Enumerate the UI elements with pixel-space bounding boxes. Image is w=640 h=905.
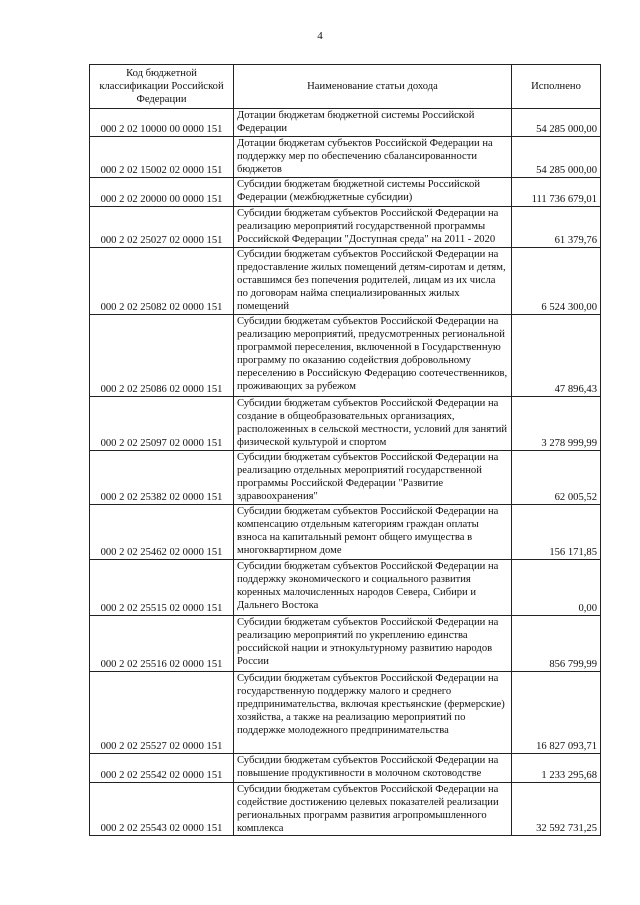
row-code-cell: 000 2 02 25462 02 0000 151 [90, 505, 234, 560]
table-row [90, 451, 601, 505]
row-name-cell: Субсидии бюджетам субъектов Российской Федерации на компенсацию отдельным категориям граждан оплаты взноса на капитальный ремонт общего имущества в многоквартирном доме [234, 505, 512, 560]
table-row [90, 109, 601, 137]
row-executed-cell: 61 379,76 [512, 207, 601, 248]
row-code-cell: 000 2 02 25542 02 0000 151 [90, 754, 234, 783]
row-code-cell: 000 2 02 25527 02 0000 151 [90, 672, 234, 754]
table-row [90, 783, 601, 836]
row-name-cell: Субсидии бюджетам субъектов Российской Федерации на создание в общеобразовательных организациях, расположенных в сельской местности, условий для занятий физической культурой и спортом [234, 397, 512, 451]
row-name-cell: Субсидии бюджетам субъектов Российской Федерации на поддержку экономического и социального развития коренных малочисленных народов Севера, Сибири и Дальнего Востока [234, 560, 512, 616]
table-row [90, 137, 601, 178]
row-executed-cell: 54 285 000,00 [512, 109, 601, 137]
row-name-cell: Субсидии бюджетам субъектов Российской Федерации на предоставление жилых помещений детям-сиротам и детям, оставшимся без попечения родителей, лицам из их числа по договорам найма специализированных жилых помещений [234, 248, 512, 315]
row-code-cell: 000 2 02 25516 02 0000 151 [90, 616, 234, 672]
row-executed-cell: 6 524 300,00 [512, 248, 601, 315]
row-code-cell: 000 2 02 25382 02 0000 151 [90, 451, 234, 505]
row-executed-cell: 3 278 999,99 [512, 397, 601, 451]
row-code-cell: 000 2 02 25027 02 0000 151 [90, 207, 234, 248]
table-row [90, 505, 601, 560]
table-body [90, 109, 601, 836]
row-code-cell: 000 2 02 20000 00 0000 151 [90, 178, 234, 207]
row-executed-cell: 156 171,85 [512, 505, 601, 560]
page-number: 4 [317, 30, 323, 42]
row-executed-cell: 0,00 [512, 560, 601, 616]
row-name-cell: Субсидии бюджетам субъектов Российской Федерации на реализацию мероприятий по укреплению единства российской нации и этнокультурному развитию народов России [234, 616, 512, 672]
row-executed-cell: 856 799,99 [512, 616, 601, 672]
header-code: Код бюджетной классификации Российской Федерации [90, 65, 234, 109]
table-row [90, 672, 601, 754]
table-row [90, 560, 601, 616]
row-code-cell: 000 2 02 15002 02 0000 151 [90, 137, 234, 178]
row-name-cell: Субсидии бюджетам бюджетной системы Российской Федерации (межбюджетные субсидии) [234, 178, 512, 207]
row-executed-cell: 111 736 679,01 [512, 178, 601, 207]
row-name-cell: Субсидии бюджетам субъектов Российской Федерации на реализацию мероприятий государственной программы Российской Федерации "Доступная среда" на 2011 - 2020 [234, 207, 512, 248]
row-code-cell: 000 2 02 25086 02 0000 151 [90, 315, 234, 397]
table-header-row [90, 65, 601, 109]
row-executed-cell: 1 233 295,68 [512, 754, 601, 783]
row-name-cell: Субсидии бюджетам субъектов Российской Федерации на государственную поддержку малого и среднего предпринимательства, включая крестьянские (фермерские) хозяйства, а также на реализацию мероприятий по поддержке молодежного предпринимательства [234, 672, 512, 754]
row-name-cell: Субсидии бюджетам субъектов Российской Федерации на повышение продуктивности в молочном скотоводстве [234, 754, 512, 783]
row-executed-cell: 16 827 093,71 [512, 672, 601, 754]
row-code-cell: 000 2 02 25082 02 0000 151 [90, 248, 234, 315]
table-row [90, 207, 601, 248]
table-row [90, 397, 601, 451]
row-name-cell: Дотации бюджетам бюджетной системы Российской Федерации [234, 109, 512, 137]
table-row [90, 754, 601, 783]
row-name-cell: Субсидии бюджетам субъектов Российской Федерации на реализацию мероприятий, предусмотренных региональной программой переселения, включенной в Государственную программу по оказанию содействия добровольному переселению в Российскую Федерацию соотечественников, проживающих за рубежом [234, 315, 512, 397]
header-name: Наименование статьи дохода [234, 65, 512, 109]
row-executed-cell: 32 592 731,25 [512, 783, 601, 836]
budget-income-table [89, 64, 601, 836]
table-row [90, 248, 601, 315]
row-name-cell: Дотации бюджетам субъектов Российской Федерации на поддержку мер по обеспечению сбалансированности бюджетов [234, 137, 512, 178]
row-code-cell: 000 2 02 25097 02 0000 151 [90, 397, 234, 451]
header-executed: Исполнено [512, 65, 601, 109]
table-row [90, 315, 601, 397]
row-code-cell: 000 2 02 25543 02 0000 151 [90, 783, 234, 836]
row-name-cell: Субсидии бюджетам субъектов Российской Федерации на реализацию отдельных мероприятий государственной программы Российской Федерации "Развитие здравоохранения" [234, 451, 512, 505]
row-executed-cell: 47 896,43 [512, 315, 601, 397]
row-code-cell: 000 2 02 25515 02 0000 151 [90, 560, 234, 616]
table-row [90, 178, 601, 207]
row-code-cell: 000 2 02 10000 00 0000 151 [90, 109, 234, 137]
row-executed-cell: 62 005,52 [512, 451, 601, 505]
row-name-cell: Субсидии бюджетам субъектов Российской Федерации на содействие достижению целевых показателей реализации региональных программ развития агропромышленного комплекса [234, 783, 512, 836]
table-row [90, 616, 601, 672]
row-executed-cell: 54 285 000,00 [512, 137, 601, 178]
